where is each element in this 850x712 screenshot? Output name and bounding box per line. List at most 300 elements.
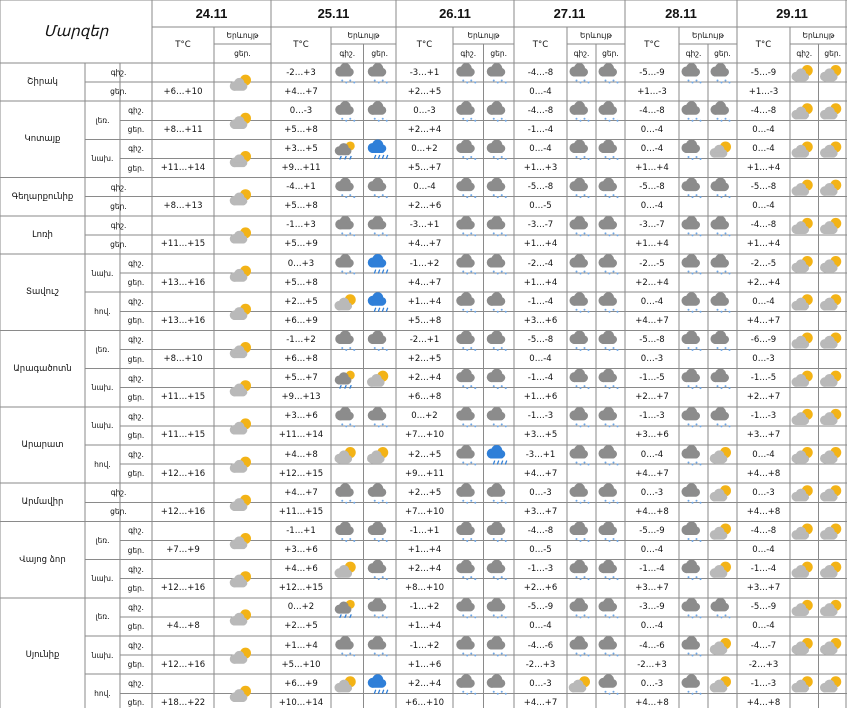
temperature: +12…+16 xyxy=(160,506,206,517)
temperature: -3…+1 xyxy=(409,220,440,231)
sun-cloud-icon xyxy=(230,648,251,664)
sun-cloud-icon xyxy=(230,609,251,625)
region-name: Գեղարքունիք xyxy=(11,191,74,202)
cloud-snow-icon xyxy=(335,636,355,657)
sun-cloud-icon xyxy=(335,294,356,310)
temperature: -3…-9 xyxy=(639,602,665,613)
temperature: 0…-3 xyxy=(289,105,313,116)
temperature: +4…+8 xyxy=(746,506,781,517)
sun-cloud-icon xyxy=(820,218,841,234)
temperature: -1…+2 xyxy=(409,602,440,613)
row-day-label: ցեր. xyxy=(127,278,145,288)
cloud-snow-icon xyxy=(456,674,476,695)
cloud-snow-icon xyxy=(682,674,702,695)
temperature: -1…-5 xyxy=(639,373,665,384)
sun-cloud-icon xyxy=(230,686,251,702)
temperature: +11…+15 xyxy=(160,239,206,250)
sun-cloud-icon xyxy=(792,523,813,539)
cloud-snow-icon xyxy=(335,63,355,84)
temperature: 0…-4 xyxy=(640,296,664,307)
sun-cloud-icon xyxy=(367,447,388,463)
cloud-snow-icon xyxy=(487,216,507,237)
temperature: -1…-4 xyxy=(527,124,554,135)
region-name: Կոտայք xyxy=(24,134,61,145)
cloud-snow-icon xyxy=(599,178,619,199)
night-subheader: գիշ. xyxy=(796,49,813,58)
row-night-label: գիշ. xyxy=(110,220,127,230)
cloud-snow-icon xyxy=(368,216,388,237)
cloud-snow-icon xyxy=(456,521,476,542)
sun-cloud-icon xyxy=(820,447,841,463)
temperature: -1…-4 xyxy=(639,564,665,575)
temperature: 0…-4 xyxy=(529,86,552,97)
temperature: +4…+7 xyxy=(635,468,669,479)
sun-cloud-icon xyxy=(335,447,356,463)
sun-cloud-icon xyxy=(820,523,841,539)
region-name: Արմավիր xyxy=(21,497,64,508)
temperature: +2…+4 xyxy=(407,564,442,575)
temperature: +2…+7 xyxy=(746,392,781,403)
cloud-snow-icon xyxy=(487,292,507,313)
temperature: -5…-9 xyxy=(750,602,777,613)
sun-cloud-icon xyxy=(335,562,356,578)
row-day-label: ցեր. xyxy=(127,698,145,708)
row-day-label: ցեր. xyxy=(110,507,127,517)
temperature: +4…+8 xyxy=(635,697,669,708)
sun-cloud-icon xyxy=(792,180,813,196)
sun-cloud-icon xyxy=(792,676,813,692)
sun-cloud-icon xyxy=(710,523,731,539)
cloud-snow-icon xyxy=(570,560,590,581)
temperature: +4…+7 xyxy=(746,315,781,326)
temperature: -4…-6 xyxy=(527,640,554,651)
sun-cloud-icon xyxy=(710,141,731,157)
temperature: -1…-3 xyxy=(750,411,777,422)
cloud-snow-icon xyxy=(368,407,388,428)
temperature: +5…+8 xyxy=(284,201,318,212)
cloud-snow-icon xyxy=(570,139,590,160)
temperature: -4…-8 xyxy=(750,220,777,231)
phenomenon-header: Երևույթ xyxy=(580,31,612,40)
temperature: 0…-4 xyxy=(640,201,664,212)
temperature: +8…+11 xyxy=(163,124,203,135)
cloud-snow-icon xyxy=(682,598,702,619)
temperature: +3…+7 xyxy=(635,583,669,594)
temperature: -1…+2 xyxy=(409,640,440,651)
cloud-snow-icon xyxy=(487,63,507,84)
temperature: +4…+8 xyxy=(746,468,781,479)
cloud-snow-icon xyxy=(456,636,476,657)
temperature: -1…-3 xyxy=(639,411,665,422)
date-header: 26.11 xyxy=(439,6,471,21)
row-night-label: գիշ. xyxy=(128,335,144,345)
cloud-snow-icon xyxy=(570,636,590,657)
sun-cloud-icon xyxy=(230,380,251,396)
temperature: +1…-3 xyxy=(748,86,779,97)
row-day-label: ցեր. xyxy=(110,239,127,249)
cloud-snow-icon xyxy=(456,483,476,504)
temperature: -4…+1 xyxy=(286,182,316,193)
temperature: 0…-4 xyxy=(640,143,664,154)
day-subheader: ցեր. xyxy=(824,49,842,58)
phenomenon-header: Երևույթ xyxy=(347,31,380,40)
sun-cloud-icon xyxy=(230,495,251,511)
row-night-label: գիշ. xyxy=(110,488,127,498)
temperature: 0…-4 xyxy=(529,621,552,632)
sun-cloud-icon xyxy=(820,141,841,157)
sun-cloud-icon xyxy=(230,533,251,549)
temperature: +9…+11 xyxy=(281,163,321,174)
cloud-snow-icon xyxy=(456,407,476,428)
temperature: +12…+16 xyxy=(160,659,206,670)
sun-cloud-icon xyxy=(230,227,251,243)
night-subheader: գիշ. xyxy=(685,49,702,58)
temperature: -1…-4 xyxy=(527,373,554,384)
temperature: -4…-7 xyxy=(750,640,777,651)
cloud-snow-icon xyxy=(682,636,702,657)
temp-header: T°C xyxy=(293,40,309,50)
cloud-snow-icon xyxy=(682,292,702,313)
temperature: +3…+6 xyxy=(635,430,669,441)
row-day-label: ցեր. xyxy=(127,125,145,135)
temperature: +2…+4 xyxy=(407,678,442,689)
temperature: +6…+10 xyxy=(405,697,444,708)
sun-cloud-icon xyxy=(792,141,813,157)
temperature: +11…+15 xyxy=(278,506,324,517)
temperature: +11…+14 xyxy=(278,430,324,441)
cloud-snow-icon xyxy=(456,254,476,275)
temperature: +2…+5 xyxy=(284,296,318,307)
temperature: -2…+3 xyxy=(637,659,667,670)
temperature: 0…-3 xyxy=(752,487,775,498)
sun-cloud-icon xyxy=(820,562,841,578)
temperature: +1…+4 xyxy=(407,545,442,556)
temperature: -3…+1 xyxy=(525,449,556,460)
temperature: +4…+7 xyxy=(523,697,558,708)
sun-cloud-icon xyxy=(820,676,841,692)
temperature: +3…+7 xyxy=(746,430,781,441)
cloud-snow-icon xyxy=(487,369,507,390)
cloud-snow-icon xyxy=(456,139,476,160)
temperature: -5…-9 xyxy=(750,67,777,78)
temperature: 0…-4 xyxy=(640,621,664,632)
cloud-snow-icon xyxy=(368,330,388,351)
cloud-snow-icon xyxy=(682,139,702,160)
temperature: +6…+8 xyxy=(284,354,318,365)
temperature: -2…-5 xyxy=(639,258,665,269)
cloud-snow-icon xyxy=(711,369,731,390)
temperature: +2…+5 xyxy=(407,354,442,365)
temperature: +1…+6 xyxy=(523,392,558,403)
temperature: +1…+4 xyxy=(746,163,781,174)
sun-cloud-icon xyxy=(230,75,251,91)
sun-cloud-icon xyxy=(792,447,813,463)
cloud-snow-icon xyxy=(682,369,702,390)
temperature: -2…-5 xyxy=(750,258,777,269)
sun-cloud-icon xyxy=(569,676,590,692)
temperature: -1…+1 xyxy=(409,525,440,536)
phenomenon-header: Երևույթ xyxy=(226,31,259,40)
row-day-label: ցեր. xyxy=(127,583,145,593)
sun-cloud-icon xyxy=(820,409,841,425)
temperature: 0…-5 xyxy=(529,545,552,556)
row-night-label: գիշ. xyxy=(110,182,127,192)
temp-header: T°C xyxy=(755,40,772,50)
cloud-snow-icon xyxy=(456,216,476,237)
temperature: +12…+16 xyxy=(160,468,206,479)
row-night-label: գիշ. xyxy=(128,679,144,689)
temperature: -5…-8 xyxy=(527,182,554,193)
sun-cloud-icon xyxy=(230,189,251,205)
temperature: -5…-8 xyxy=(639,334,665,345)
sun-cloud-icon xyxy=(230,571,251,587)
temperature: +4…+6 xyxy=(284,564,318,575)
temperature: 0…-4 xyxy=(752,296,775,307)
temperature: +5…+8 xyxy=(407,315,442,326)
temperature: +3…+7 xyxy=(746,583,781,594)
temperature: 0…-4 xyxy=(413,182,436,193)
sun-cloud-icon xyxy=(792,409,813,425)
temperature: -5…-9 xyxy=(527,602,554,613)
sun-cloud-icon xyxy=(230,418,251,434)
sub-area-label: նախ. xyxy=(91,268,114,278)
temperature: +1…+4 xyxy=(635,163,669,174)
temperature: 0…-4 xyxy=(752,124,775,135)
temperature: +2…+6 xyxy=(523,583,558,594)
temperature: -1…+1 xyxy=(286,525,316,536)
temperature: -4…-8 xyxy=(527,67,554,78)
cloud-snow-icon xyxy=(335,254,355,275)
cloud-snow-icon xyxy=(682,407,702,428)
temperature: +7…+10 xyxy=(405,506,444,517)
temperature: +2…+4 xyxy=(746,277,781,288)
temperature: -1…-3 xyxy=(750,678,777,689)
sub-area-label: նախ. xyxy=(91,383,114,393)
temperature: 0…-4 xyxy=(752,201,775,212)
date-header: 25.11 xyxy=(317,6,350,21)
night-subheader: գիշ. xyxy=(460,49,477,58)
sun-cloud-icon xyxy=(820,485,841,501)
temperature: -2…-4 xyxy=(527,258,554,269)
sun-cloud-icon xyxy=(820,371,841,387)
cloud-snow-icon xyxy=(335,178,355,199)
temperature: +2…+7 xyxy=(635,392,669,403)
sub-area-label: նախ. xyxy=(91,153,114,163)
cloud-snow-icon xyxy=(682,521,702,542)
temperature: +2…+5 xyxy=(407,449,442,460)
temperature: +5…+9 xyxy=(284,239,318,250)
cloud-snow-icon xyxy=(368,101,388,122)
sun-cloud-icon xyxy=(792,256,813,272)
cloud-snow-icon xyxy=(368,636,388,657)
row-day-label: ցեր. xyxy=(127,354,145,364)
cloud-snow-icon xyxy=(456,330,476,351)
temperature: 0…+2 xyxy=(411,143,438,154)
temp-header: T°C xyxy=(175,40,191,50)
temperature: +1…-3 xyxy=(637,86,667,97)
row-night-label: գիշ. xyxy=(128,106,144,116)
cloud-snow-icon xyxy=(682,216,702,237)
sun-cloud-icon xyxy=(792,332,813,348)
sun-cloud-icon xyxy=(792,600,813,616)
cloud-snow-icon xyxy=(570,330,590,351)
temp-header: T°C xyxy=(644,40,660,50)
row-day-label: ցեր. xyxy=(127,545,145,555)
sub-area-label: լեռ. xyxy=(95,612,110,622)
temperature: +5…+8 xyxy=(284,277,318,288)
cloud-snow-icon xyxy=(711,101,731,122)
sun-cloud-icon xyxy=(230,304,251,320)
cloud-snow-icon xyxy=(570,63,590,84)
region-name: Սյունիք xyxy=(25,650,60,661)
temperature: -2…+3 xyxy=(286,67,316,78)
temperature: -4…-8 xyxy=(527,105,554,116)
cloud-snow-icon xyxy=(487,483,507,504)
temperature: -1…-3 xyxy=(527,411,554,422)
cloud-snow-icon xyxy=(711,178,731,199)
temperature: +5…+10 xyxy=(281,659,321,670)
temperature: +4…+8 xyxy=(746,697,781,708)
sun-cloud-icon xyxy=(230,113,251,129)
temperature: +1…+4 xyxy=(284,640,318,651)
sub-area-label: լեռ. xyxy=(95,115,110,125)
temperature: 0…-4 xyxy=(640,545,664,556)
cloud-snow-icon xyxy=(599,407,619,428)
sub-area-label: լեռ. xyxy=(95,535,110,545)
sun-cloud-icon xyxy=(710,562,731,578)
temperature: +2…+5 xyxy=(284,621,318,632)
cloud-snow-icon xyxy=(711,292,731,313)
cloud-snow-icon xyxy=(456,101,476,122)
cloud-rain-icon xyxy=(368,254,388,274)
temperature: +4…+7 xyxy=(284,487,318,498)
sun-cloud-icon xyxy=(792,371,813,387)
row-night-label: գիշ. xyxy=(128,144,144,154)
temperature: +8…+13 xyxy=(163,201,203,212)
sun-cloud-icon xyxy=(792,65,813,81)
cloud-snow-icon xyxy=(599,254,619,275)
region-name: Վայոց ձոր xyxy=(19,554,66,565)
sun-cloud-icon xyxy=(710,447,731,463)
row-night-label: գիշ. xyxy=(128,526,144,536)
cloud-snow-icon xyxy=(599,101,619,122)
temperature: 0…-3 xyxy=(413,105,436,116)
temperature: +2…+4 xyxy=(635,277,669,288)
sun-cloud-icon xyxy=(820,638,841,654)
region-name: Շիրակ xyxy=(27,77,58,88)
cloud-snow-icon xyxy=(599,216,619,237)
cloud-rain-icon xyxy=(368,674,388,694)
row-night-label: գիշ. xyxy=(128,602,144,612)
cloud-snow-icon xyxy=(682,445,702,466)
temperature: 0…-3 xyxy=(640,678,664,689)
sun-cloud-icon xyxy=(230,457,251,473)
cloud-snow-icon xyxy=(487,560,507,581)
date-header: 24.11 xyxy=(195,6,228,21)
temperature: 0…-4 xyxy=(640,449,664,460)
sub-area-label: նախ. xyxy=(91,574,114,584)
cloud-snow-icon xyxy=(456,445,476,466)
temperature: 0…+2 xyxy=(287,602,315,613)
temperature: 0…-4 xyxy=(752,449,775,460)
temperature: -2…+3 xyxy=(525,659,556,670)
temp-header: T°C xyxy=(532,40,549,50)
cloud-snow-icon xyxy=(599,63,619,84)
temperature: 0…-4 xyxy=(752,621,775,632)
temperature: -5…-8 xyxy=(639,182,665,193)
cloud-snow-icon xyxy=(368,598,388,619)
temperature: +1…+4 xyxy=(523,239,558,250)
phenomenon-header: Երևույթ xyxy=(467,31,500,40)
cloud-snow-icon xyxy=(682,178,702,199)
row-day-label: ցեր. xyxy=(127,163,145,173)
cloud-snow-icon xyxy=(335,330,355,351)
cloud-snow-icon xyxy=(487,521,507,542)
cloud-snow-icon xyxy=(456,598,476,619)
cloud-snow-icon xyxy=(570,178,590,199)
temperature: -4…-8 xyxy=(639,105,665,116)
sun-cloud-icon xyxy=(820,65,841,81)
temperature: -1…-4 xyxy=(527,296,554,307)
night-subheader: գիշ. xyxy=(573,49,590,58)
cloud-snow-icon xyxy=(570,216,590,237)
cloud-snow-icon xyxy=(711,216,731,237)
temperature: -1…+2 xyxy=(286,334,316,345)
regions-header: Մարզեր xyxy=(43,24,109,40)
sun-cloud-icon xyxy=(792,294,813,310)
temperature: 0…-3 xyxy=(752,354,775,365)
sun-cloud-icon xyxy=(820,332,841,348)
day-subheader: ցեր. xyxy=(371,49,389,58)
temperature: -3…-7 xyxy=(639,220,665,231)
temperature: +7…+10 xyxy=(405,430,444,441)
cloud-snow-icon xyxy=(599,521,619,542)
sub-area-label: հով. xyxy=(94,306,111,316)
temperature: -1…+3 xyxy=(286,220,316,231)
sun-cloud-rain-icon xyxy=(335,600,355,618)
row-day-label: ցեր. xyxy=(127,469,145,479)
temperature: +3…+6 xyxy=(523,315,558,326)
temperature: -2…+1 xyxy=(409,334,440,345)
temperature: -4…-6 xyxy=(639,640,665,651)
temperature: 0…+3 xyxy=(287,258,315,269)
cloud-snow-icon xyxy=(487,636,507,657)
temperature: 0…-4 xyxy=(752,545,775,556)
row-night-label: գիշ. xyxy=(128,450,144,460)
cloud-snow-icon xyxy=(368,560,388,581)
row-night-label: գիշ. xyxy=(110,68,127,78)
cloud-snow-icon xyxy=(599,483,619,504)
cloud-snow-icon xyxy=(456,560,476,581)
sub-area-label: լեռ. xyxy=(95,344,110,354)
cloud-snow-icon xyxy=(456,63,476,84)
temperature: -1…-5 xyxy=(750,373,777,384)
temperature: +12…+16 xyxy=(160,583,206,594)
cloud-snow-icon xyxy=(487,330,507,351)
cloud-snow-icon xyxy=(570,369,590,390)
sun-cloud-rain-icon xyxy=(335,141,355,159)
temperature: +8…+10 xyxy=(405,583,444,594)
cloud-snow-icon xyxy=(335,407,355,428)
cloud-snow-icon xyxy=(682,63,702,84)
region-name: Արագածոտն xyxy=(13,363,72,374)
date-header: 27.11 xyxy=(553,6,586,21)
sub-area-label: հով. xyxy=(94,688,111,698)
temperature: -4…-8 xyxy=(527,525,554,536)
row-night-label: գիշ. xyxy=(128,297,144,307)
phenomenon-header: Երևույթ xyxy=(692,31,724,40)
sun-cloud-icon xyxy=(792,485,813,501)
